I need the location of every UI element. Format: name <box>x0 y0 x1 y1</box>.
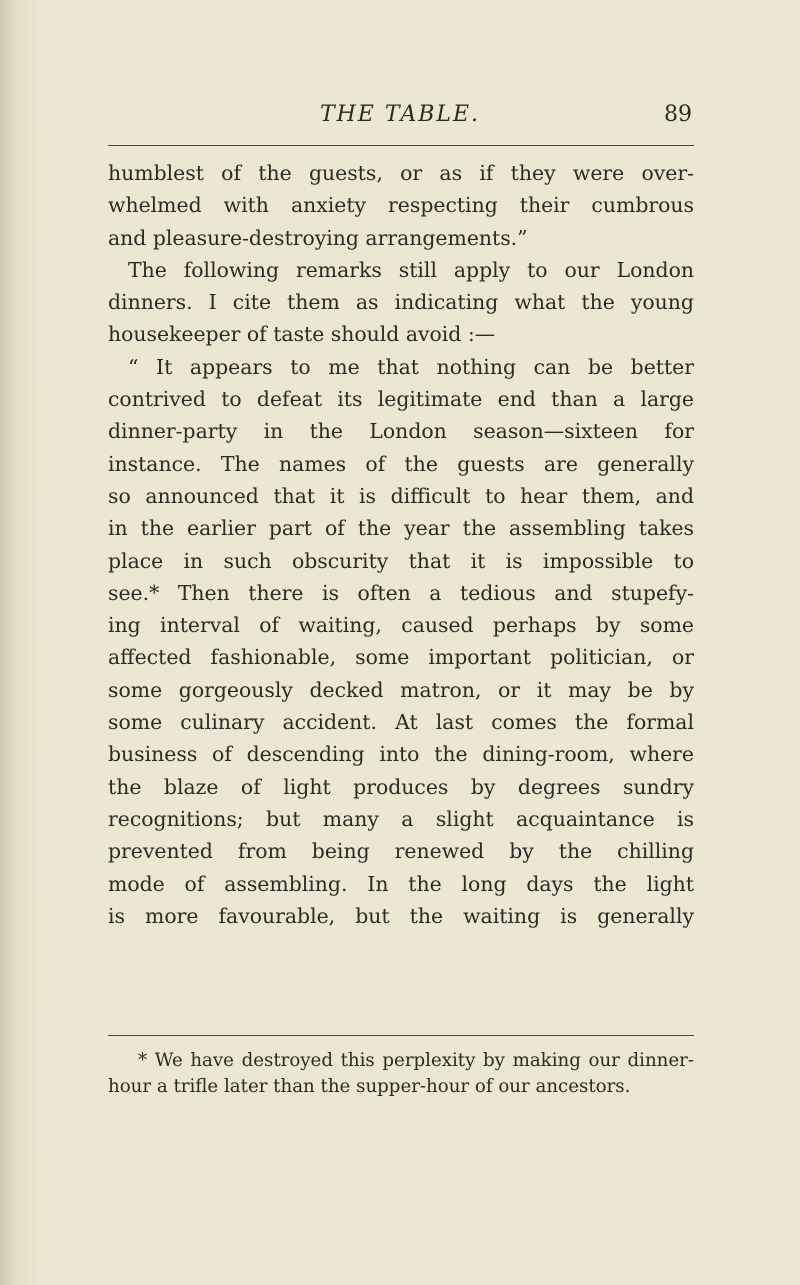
text-line: “ It appears to me that nothing can be better <box>128 354 694 379</box>
text-line: so announced that it is difficult to hear them, and <box>108 483 694 508</box>
text-line: is more favourable, but the waiting is generally <box>108 903 694 928</box>
text-line: mode of assembling. In the long days the light <box>108 871 694 896</box>
text-line: contrived to defeat its legitimate end than a large <box>108 387 694 412</box>
text-line: housekeeper of taste should avoid :— <box>108 322 496 347</box>
text-line: see.* Then there is often a tedious and stupefy- <box>108 580 694 605</box>
text-line: business of descending into the dining-room, where <box>108 742 694 767</box>
text-line: and pleasure-destroying arrangements.” <box>108 225 528 250</box>
running-title: THE TABLE. <box>319 102 481 127</box>
text-line: The following remarks still apply to our London <box>128 257 694 282</box>
header-rule <box>108 145 694 146</box>
running-head <box>108 102 692 136</box>
body-text <box>108 157 694 932</box>
page-number: 89 <box>664 102 692 127</box>
text-line: instance. The names of the guests are generally <box>108 451 694 476</box>
text-line: in the earlier part of the year the assembling takes <box>108 516 694 541</box>
text-line: some culinary accident. At last comes the formal <box>108 710 694 735</box>
text-line: recognitions; but many a slight acquaintance is <box>108 806 694 831</box>
text-line: whelmed with anxiety respecting their cumbrous <box>108 193 694 218</box>
text-line: some gorgeously decked matron, or it may be by <box>108 677 694 702</box>
footnote <box>108 1048 694 1100</box>
text-line: prevented from being renewed by the chilling <box>108 839 694 864</box>
text-line: place in such obscurity that it is impossible to <box>108 548 694 573</box>
text-line: affected fashionable, some important politician, or <box>108 645 694 670</box>
text-line: dinner-party in the London season—sixteen for <box>108 419 694 444</box>
text-line: humblest of the guests, or as if they were over- <box>108 161 694 185</box>
text-line: dinners. I cite them as indicating what the young <box>108 290 694 315</box>
text-line: the blaze of light produces by degrees sundry <box>108 774 694 799</box>
footnote-line: hour a trifle later than the supper-hour of our ancestors. <box>108 1076 631 1097</box>
footnote-line: * We have destroyed this perplexity by making our dinner- <box>138 1050 694 1071</box>
text-line: ing interval of waiting, caused perhaps by some <box>108 613 694 638</box>
footnote-rule <box>108 1035 694 1036</box>
